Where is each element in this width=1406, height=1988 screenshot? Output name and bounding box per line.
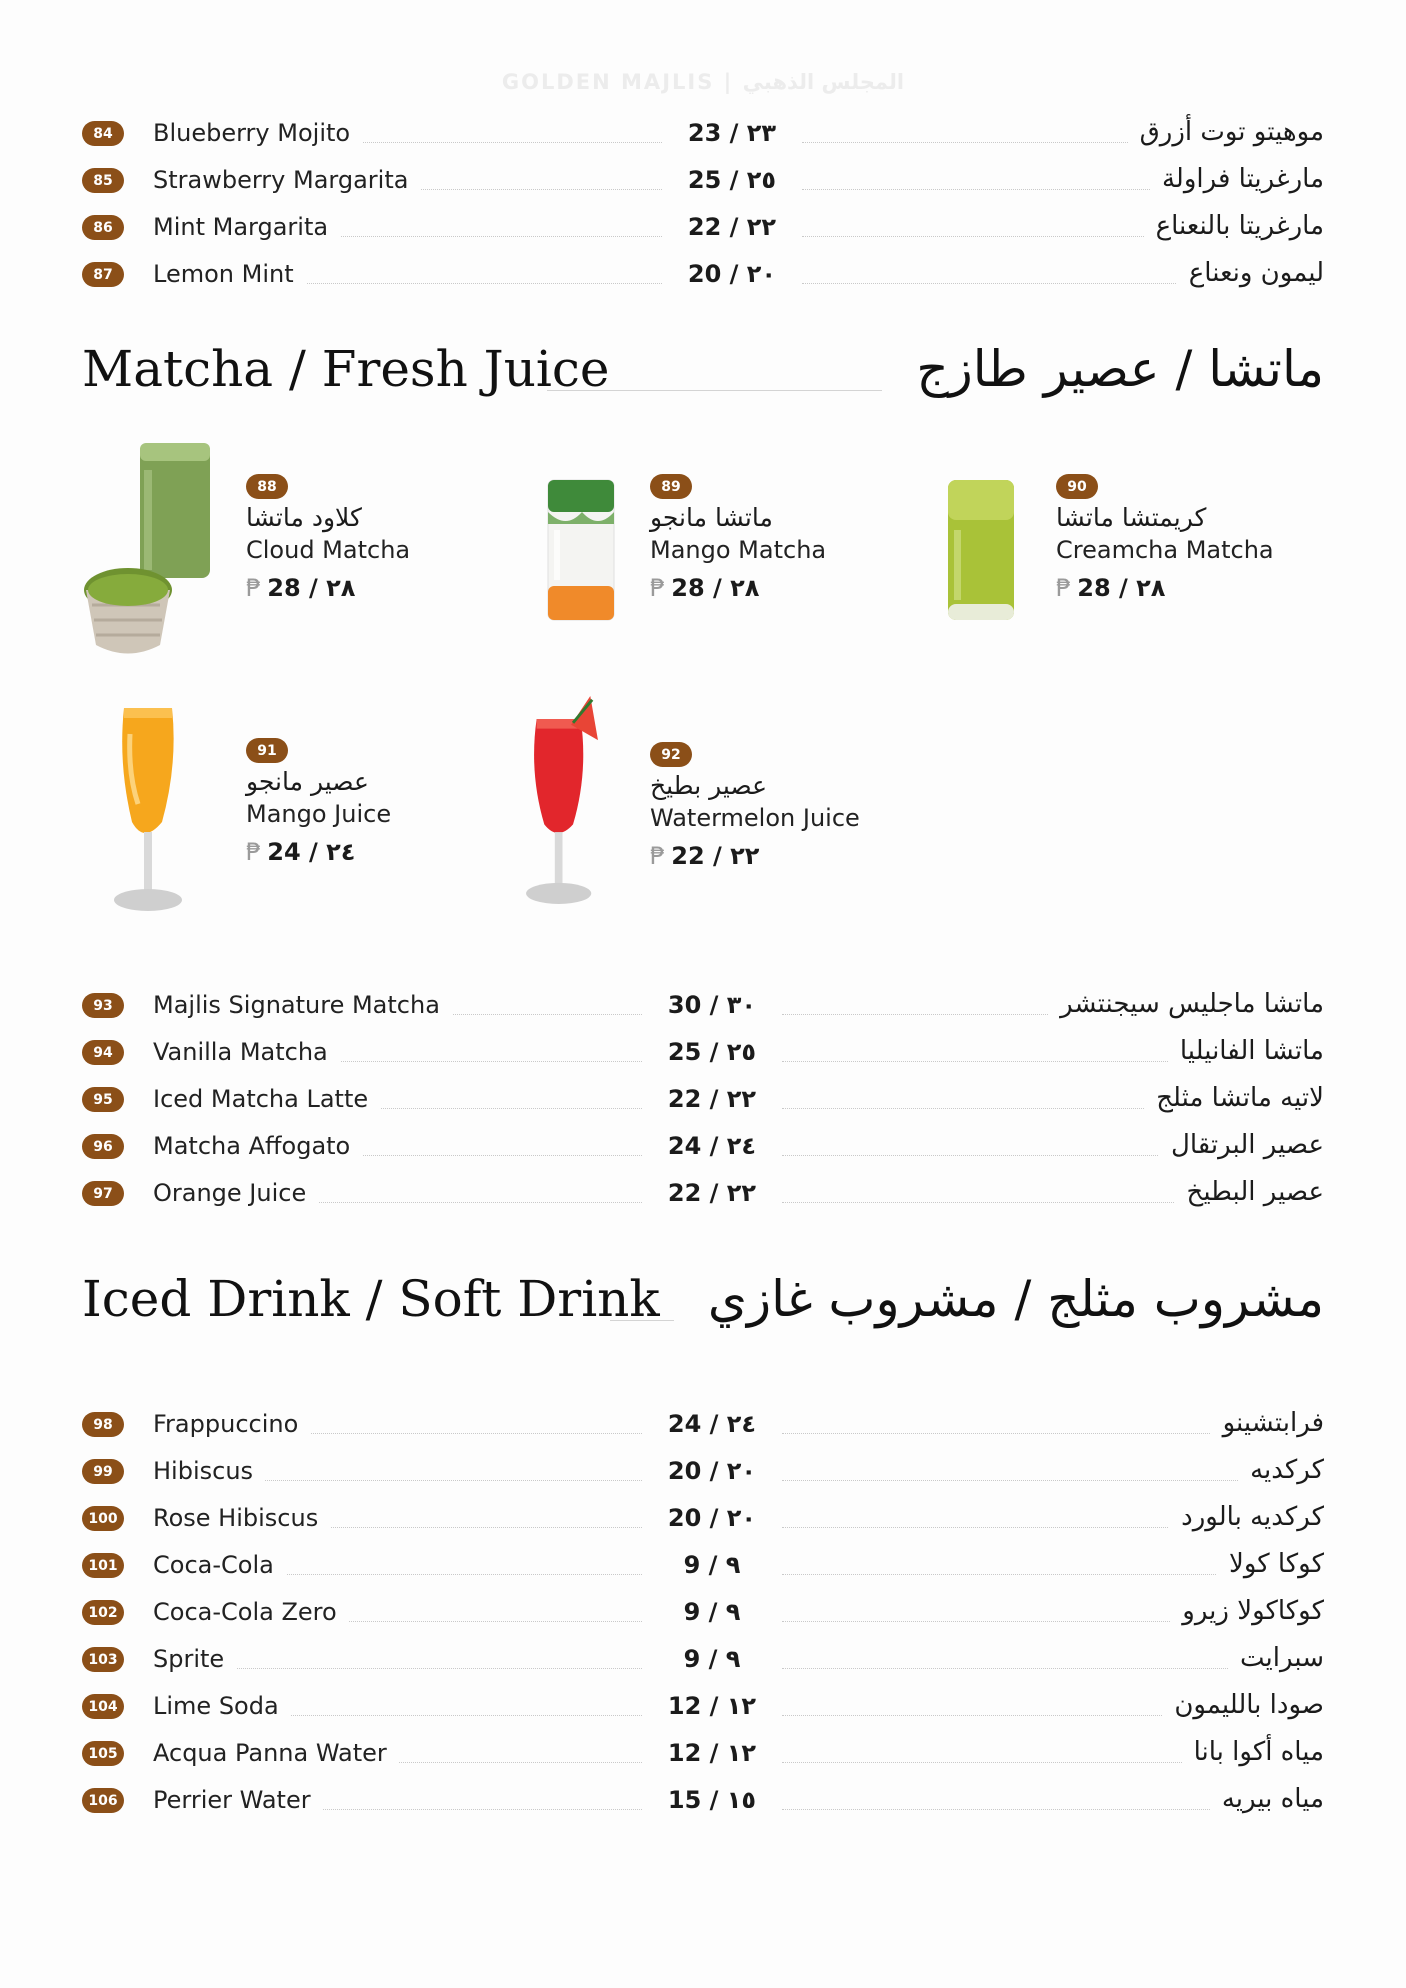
section-title-en: Matcha / Fresh Juice <box>82 340 610 398</box>
item-number-badge: 94 <box>82 1040 124 1065</box>
item-name-en: Cloud Matcha <box>246 536 411 564</box>
featured-item-info <box>246 738 391 866</box>
section-title-ar: مشروب مثلج / مشروب غازي <box>707 1270 1324 1328</box>
item-price: 23 / ٢٣ <box>662 119 802 147</box>
item-name-ar: مارغريتا فراولة <box>1150 164 1324 194</box>
menu-item-row[interactable] <box>82 1731 1324 1778</box>
item-name-en: Vanilla Matcha <box>153 1038 340 1066</box>
currency-icon: ₱ <box>246 574 262 602</box>
item-number-badge: 95 <box>82 1087 124 1112</box>
item-price <box>1056 574 1274 602</box>
mango-juice-glass-icon <box>82 704 212 934</box>
menu-item-row[interactable] <box>82 158 1324 205</box>
item-number-badge: 98 <box>82 1412 124 1437</box>
item-number-badge: 106 <box>82 1788 124 1813</box>
item-name-ar: كوكا كولا <box>1217 1549 1324 1579</box>
item-name-ar: عصير بطيخ <box>650 771 768 800</box>
item-price-value: 22 / ٢٢ <box>671 842 760 870</box>
item-name-en: Sprite <box>153 1645 236 1673</box>
item-price: 24 / ٢٤ <box>642 1132 782 1160</box>
menu-item-row[interactable] <box>82 983 1324 1030</box>
item-price <box>246 574 410 602</box>
item-name-ar: كوكاكولا زيرو <box>1170 1596 1324 1626</box>
section-title-ar: ماتشا / عصير طازج <box>916 340 1324 398</box>
menu-list-drinks <box>82 1402 1324 1825</box>
item-name-ar: عصير البطيخ <box>1175 1177 1324 1207</box>
featured-item-info <box>650 742 860 870</box>
item-price: 20 / ٢٠ <box>642 1457 782 1485</box>
featured-item-info <box>650 474 826 602</box>
item-name-ar: مارغريتا بالنعناع <box>1144 211 1324 241</box>
item-name-en: Strawberry Margarita <box>153 166 420 194</box>
item-name-ar: ليمون ونعناع <box>1177 258 1324 288</box>
item-price: 20 / ٢٠ <box>662 260 802 288</box>
item-number-badge: 90 <box>1056 474 1098 499</box>
item-name-en: Orange Juice <box>153 1179 318 1207</box>
item-price: 12 / ١٢ <box>642 1739 782 1767</box>
menu-list-matcha <box>82 983 1324 1218</box>
menu-list-top <box>82 111 1324 299</box>
item-name-ar: كلاود ماتشا <box>246 503 362 532</box>
item-name-en: Lemon Mint <box>153 260 306 288</box>
item-name-en: Matcha Affogato <box>153 1132 362 1160</box>
featured-item[interactable] <box>892 440 1272 670</box>
item-price <box>650 842 860 870</box>
featured-item-info <box>246 474 410 602</box>
section-title-en: Iced Drink / Soft Drink <box>82 1270 660 1328</box>
item-number-badge: 101 <box>82 1553 124 1578</box>
menu-item-row[interactable] <box>82 1077 1324 1124</box>
item-price <box>650 574 826 602</box>
item-number-badge: 102 <box>82 1600 124 1625</box>
item-name-en: Rose Hibiscus <box>153 1504 330 1532</box>
item-name-en: Mango Juice <box>246 800 392 828</box>
item-name-ar: ماتشا ماجليس سيجنتشر <box>1048 989 1324 1019</box>
item-number-badge: 105 <box>82 1741 124 1766</box>
item-name-en: Lime Soda <box>153 1692 291 1720</box>
item-name-ar: عصير مانجو <box>246 767 369 796</box>
item-number-badge: 84 <box>82 121 124 146</box>
item-price: 22 / ٢٢ <box>662 213 802 241</box>
item-number-badge: 89 <box>650 474 692 499</box>
item-name-en: Frappuccino <box>153 1410 310 1438</box>
item-number-badge: 91 <box>246 738 288 763</box>
section-title-matcha <box>82 340 1324 420</box>
item-price: 30 / ٣٠ <box>642 991 782 1019</box>
item-price: 24 / ٢٤ <box>642 1410 782 1438</box>
item-price: 9 / ٩ <box>642 1645 782 1673</box>
item-name-ar: صودا بالليمون <box>1162 1690 1324 1720</box>
item-price-value: 28 / ٢٨ <box>267 574 356 602</box>
item-price-value: 28 / ٢٨ <box>671 574 760 602</box>
item-name-en: Majlis Signature Matcha <box>153 991 452 1019</box>
item-name-ar: ماتشا الفانيليا <box>1168 1036 1324 1066</box>
item-number-badge: 104 <box>82 1694 124 1719</box>
item-number-badge: 93 <box>82 993 124 1018</box>
item-name-ar: ماتشا مانجو <box>650 503 773 532</box>
item-name-en: Blueberry Mojito <box>153 119 362 147</box>
item-number-badge: 103 <box>82 1647 124 1672</box>
item-name-ar: موهيتو توت أزرق <box>1128 117 1324 147</box>
section-divider <box>610 1320 674 1321</box>
menu-item-row[interactable] <box>82 111 1324 158</box>
item-number-badge: 96 <box>82 1134 124 1159</box>
currency-icon: ₱ <box>650 574 666 602</box>
item-name-en: Hibiscus <box>153 1457 265 1485</box>
featured-item[interactable] <box>486 696 866 926</box>
item-price: 25 / ٢٥ <box>662 166 802 194</box>
menu-item-row[interactable] <box>82 1778 1324 1825</box>
item-name-ar: كريمتشا ماتشا <box>1056 503 1207 532</box>
menu-item-row[interactable] <box>82 1496 1324 1543</box>
item-price: 9 / ٩ <box>642 1551 782 1579</box>
currency-icon: ₱ <box>246 838 262 866</box>
menu-item-row[interactable] <box>82 252 1324 299</box>
item-name-ar: مياه بيريه <box>1210 1784 1324 1814</box>
menu-item-row[interactable] <box>82 1030 1324 1077</box>
item-name-en: Coca-Cola <box>153 1551 286 1579</box>
item-number-badge: 85 <box>82 168 124 193</box>
item-name-en: Mint Margarita <box>153 213 340 241</box>
section-title-drinks <box>82 1270 1324 1350</box>
item-name-ar: كركديه بالورد <box>1169 1502 1324 1532</box>
item-price: 22 / ٢٢ <box>642 1179 782 1207</box>
item-number-badge: 97 <box>82 1181 124 1206</box>
item-name-en: Acqua Panna Water <box>153 1739 399 1767</box>
item-number-badge: 87 <box>82 262 124 287</box>
menu-item-row[interactable] <box>82 1637 1324 1684</box>
item-number-badge: 100 <box>82 1506 124 1531</box>
item-name-ar: لاتيه ماتشا مثلج <box>1144 1083 1324 1113</box>
item-name-en: Perrier Water <box>153 1786 323 1814</box>
menu-item-row[interactable] <box>82 1449 1324 1496</box>
item-name-ar: عصير البرتقال <box>1159 1130 1324 1160</box>
creamcha-matcha-glass-icon <box>892 440 1022 670</box>
featured-item[interactable] <box>82 440 462 670</box>
item-price: 12 / ١٢ <box>642 1692 782 1720</box>
featured-item[interactable] <box>486 440 866 670</box>
featured-item-info <box>1056 474 1274 602</box>
item-price <box>246 838 391 866</box>
menu-item-row[interactable] <box>82 1402 1324 1449</box>
menu-item-row[interactable] <box>82 1124 1324 1171</box>
watermark: GOLDEN MAJLIS | المجلس الذهبي <box>501 70 905 94</box>
item-number-badge: 88 <box>246 474 288 499</box>
currency-icon: ₱ <box>650 842 666 870</box>
currency-icon: ₱ <box>1056 574 1072 602</box>
dotted-leader <box>782 1480 1314 1481</box>
item-price-value: 24 / ٢٤ <box>267 838 356 866</box>
item-price: 25 / ٢٥ <box>642 1038 782 1066</box>
menu-item-row[interactable] <box>82 1684 1324 1731</box>
item-price-value: 28 / ٢٨ <box>1077 574 1166 602</box>
item-price: 15 / ١٥ <box>642 1786 782 1814</box>
item-number-badge: 99 <box>82 1459 124 1484</box>
item-name-en: Iced Matcha Latte <box>153 1085 380 1113</box>
item-name-ar: سبرايت <box>1228 1643 1324 1673</box>
mango-matcha-glass-icon <box>486 440 616 670</box>
item-price: 22 / ٢٢ <box>642 1085 782 1113</box>
item-name-en: Mango Matcha <box>650 536 827 564</box>
menu-item-row[interactable] <box>82 1171 1324 1218</box>
item-price: 9 / ٩ <box>642 1598 782 1626</box>
menu-item-row[interactable] <box>82 1543 1324 1590</box>
item-name-en: Coca-Cola Zero <box>153 1598 349 1626</box>
watermelon-juice-glass-icon <box>486 696 616 926</box>
featured-item[interactable] <box>82 704 462 934</box>
item-name-ar: مياه أكوا بانا <box>1182 1737 1324 1767</box>
menu-item-row[interactable] <box>82 1590 1324 1637</box>
item-price: 20 / ٢٠ <box>642 1504 782 1532</box>
item-name-ar: كركديه <box>1238 1455 1324 1485</box>
item-name-en: Watermelon Juice <box>650 804 860 832</box>
cloud-matcha-glass-icon <box>82 440 212 670</box>
item-name-ar: فرابتشينو <box>1211 1408 1324 1438</box>
item-number-badge: 86 <box>82 215 124 240</box>
item-number-badge: 92 <box>650 742 692 767</box>
section-divider <box>547 390 882 391</box>
menu-item-row[interactable] <box>82 205 1324 252</box>
item-name-en: Creamcha Matcha <box>1056 536 1274 564</box>
